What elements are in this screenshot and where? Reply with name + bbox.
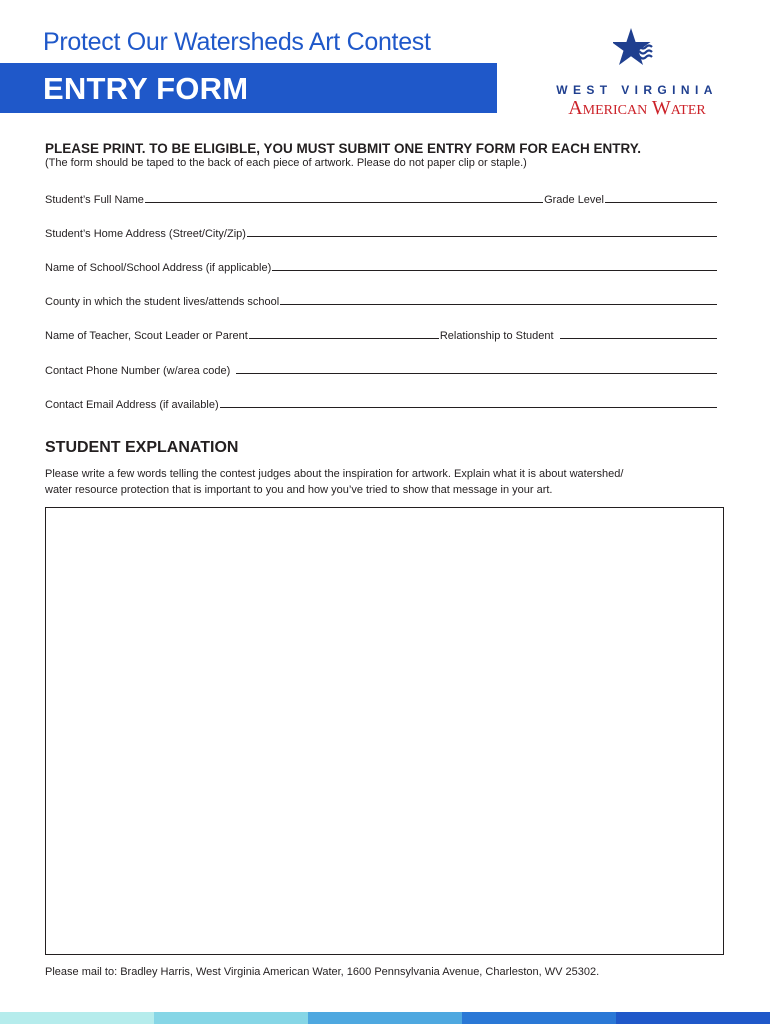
field-row-name-grade xyxy=(45,190,718,206)
field-row-school xyxy=(45,258,718,274)
field-row-home-address xyxy=(45,224,718,240)
phone-label: Contact Phone Number (w/area code) xyxy=(45,365,231,377)
footer-color-bar xyxy=(0,1012,770,1024)
field-row-phone xyxy=(45,361,718,377)
form-title: ENTRY FORM xyxy=(43,71,249,106)
form-title-bar xyxy=(0,63,497,113)
student-explanation-heading: STUDENT EXPLANATION xyxy=(45,439,239,456)
full-name-field[interactable] xyxy=(145,202,543,203)
email-label: Contact Email Address (if available) xyxy=(45,399,219,411)
home-address-field[interactable] xyxy=(247,236,717,237)
full-name-label: Student’s Full Name xyxy=(45,194,144,206)
relationship-field[interactable] xyxy=(560,338,717,339)
grade-level-field[interactable] xyxy=(605,202,717,203)
school-label: Name of School/School Address (if applicable) xyxy=(45,262,272,274)
teacher-label: Name of Teacher, Scout Leader or Parent xyxy=(45,330,248,342)
logo-text-company: American Water xyxy=(568,97,706,119)
footer-segment xyxy=(0,1012,154,1024)
footer-segment xyxy=(154,1012,308,1024)
email-field[interactable] xyxy=(220,407,717,408)
attachment-instructions: (The form should be taped to the back of each piece of artwork. Please do not paper clip or staple.) xyxy=(45,157,527,169)
contest-title: Protect Our Watersheds Art Contest xyxy=(43,28,431,56)
mailing-address: Please mail to: Bradley Harris, West Virginia American Water, 1600 Pennsylvania Avenue, Charleston, WV 25302. xyxy=(45,966,600,978)
phone-field[interactable] xyxy=(236,373,717,374)
explanation-instructions-line-1: Please write a few words telling the contest judges about the inspiration for artwork. Explain what it is about watershed/ xyxy=(45,468,624,480)
explanation-answer-box[interactable] xyxy=(45,507,724,955)
footer-segment xyxy=(308,1012,462,1024)
footer-segment xyxy=(462,1012,616,1024)
school-field[interactable] xyxy=(272,270,717,271)
footer-segment xyxy=(616,1012,770,1024)
teacher-field[interactable] xyxy=(249,338,439,339)
grade-level-label: Grade Level xyxy=(544,194,604,206)
star-water-icon xyxy=(613,27,661,75)
field-row-teacher-relationship xyxy=(45,326,718,342)
logo-text-state: WEST VIRGINIA xyxy=(556,83,718,97)
county-label: County in which the student lives/attends school xyxy=(45,296,280,308)
field-row-county xyxy=(45,292,718,308)
county-field[interactable] xyxy=(280,304,717,305)
explanation-instructions-line-2: water resource protection that is important to you and how you’ve tried to show that message in your art. xyxy=(45,484,553,496)
eligibility-notice: PLEASE PRINT. TO BE ELIGIBLE, YOU MUST SUBMIT ONE ENTRY FORM FOR EACH ENTRY. xyxy=(45,141,642,156)
company-logo xyxy=(548,27,728,119)
explanation-instructions xyxy=(45,466,735,498)
field-row-email xyxy=(45,395,718,411)
relationship-label: Relationship to Student xyxy=(439,330,554,342)
home-address-label: Student’s Home Address (Street/City/Zip) xyxy=(45,228,246,240)
